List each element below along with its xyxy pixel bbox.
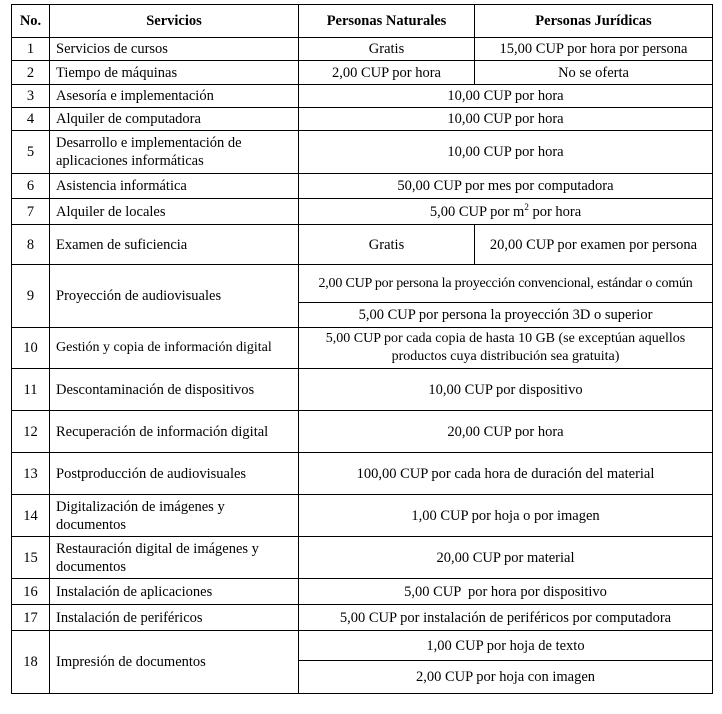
price-naturales: Gratis bbox=[299, 225, 475, 265]
price-shared: 1,00 CUP por hoja o por imagen bbox=[299, 495, 713, 537]
row-number: 15 bbox=[12, 537, 50, 579]
row-number: 17 bbox=[12, 605, 50, 631]
services-price-table bbox=[11, 4, 713, 694]
service-name: Instalación de aplicaciones bbox=[50, 579, 299, 605]
service-name: Gestión y copia de información digital bbox=[50, 328, 299, 369]
price-shared: 1,00 CUP por hoja de texto bbox=[299, 631, 713, 661]
service-name: Asesoría e implementación bbox=[50, 85, 299, 108]
service-name: Proyección de audiovisuales bbox=[50, 265, 299, 328]
row-number: 7 bbox=[12, 199, 50, 225]
service-name: Alquiler de locales bbox=[50, 199, 299, 225]
row-number: 11 bbox=[12, 369, 50, 411]
row-number: 8 bbox=[12, 225, 50, 265]
price-naturales: Gratis bbox=[299, 38, 475, 61]
service-name: Desarrollo e implementación de aplicaciones informáticas bbox=[50, 131, 299, 174]
service-name: Tiempo de máquinas bbox=[50, 61, 299, 85]
superscript-exponent: 2 bbox=[524, 201, 529, 212]
service-name: Recuperación de información digital bbox=[50, 411, 299, 453]
price-text: por hora bbox=[528, 203, 582, 220]
service-name: Digitalización de imágenes y documentos bbox=[50, 495, 299, 537]
table-row bbox=[12, 225, 713, 265]
row-number: 18 bbox=[12, 631, 50, 694]
price-shared: 10,00 CUP por dispositivo bbox=[299, 369, 713, 411]
service-name: Servicios de cursos bbox=[50, 38, 299, 61]
table-row bbox=[12, 411, 713, 453]
row-number: 10 bbox=[12, 328, 50, 369]
table-row bbox=[12, 38, 713, 61]
header-personas-naturales: Personas Naturales bbox=[299, 5, 475, 38]
table-row bbox=[12, 537, 713, 579]
price-shared: 10,00 CUP por hora bbox=[299, 108, 713, 131]
table-row bbox=[12, 61, 713, 85]
row-number: 5 bbox=[12, 131, 50, 174]
row-number: 14 bbox=[12, 495, 50, 537]
service-name: Descontaminación de dispositivos bbox=[50, 369, 299, 411]
price-shared: 2,00 CUP por persona la proyección convencional, estándar o común bbox=[299, 265, 713, 303]
table-row bbox=[12, 174, 713, 199]
service-name: Postproducción de audiovisuales bbox=[50, 453, 299, 495]
price-shared: 5,00 CUP por persona la proyección 3D o superior bbox=[299, 303, 713, 328]
table-row bbox=[12, 265, 713, 303]
price-text: 5,00 CUP por m bbox=[429, 203, 525, 220]
row-number: 3 bbox=[12, 85, 50, 108]
price-juridicas: 20,00 CUP por examen por persona bbox=[475, 225, 713, 265]
table-row bbox=[12, 108, 713, 131]
service-name: Examen de suficiencia bbox=[50, 225, 299, 265]
price-shared: 2,00 CUP por hoja con imagen bbox=[299, 661, 713, 694]
price-shared: 20,00 CUP por material bbox=[299, 537, 713, 579]
table-header-row bbox=[12, 5, 713, 38]
service-name: Instalación de periféricos bbox=[50, 605, 299, 631]
header-servicios: Servicios bbox=[50, 5, 299, 38]
price-shared: 5,00 CUP por hora por dispositivo bbox=[299, 579, 713, 605]
row-number: 9 bbox=[12, 265, 50, 328]
price-shared: 20,00 CUP por hora bbox=[299, 411, 713, 453]
table-row bbox=[12, 199, 713, 225]
price-juridicas: No se oferta bbox=[475, 61, 713, 85]
row-number: 6 bbox=[12, 174, 50, 199]
table-row bbox=[12, 131, 713, 174]
table-row bbox=[12, 579, 713, 605]
table-row bbox=[12, 328, 713, 369]
service-name: Alquiler de computadora bbox=[50, 108, 299, 131]
price-naturales: 2,00 CUP por hora bbox=[299, 61, 475, 85]
header-no: No. bbox=[12, 5, 50, 38]
row-number: 1 bbox=[12, 38, 50, 61]
service-name: Impresión de documentos bbox=[50, 631, 299, 694]
row-number: 2 bbox=[12, 61, 50, 85]
price-juridicas: 15,00 CUP por hora por persona bbox=[475, 38, 713, 61]
price-shared: 5,00 CUP por instalación de periféricos por computadora bbox=[299, 605, 713, 631]
row-number: 13 bbox=[12, 453, 50, 495]
price-shared bbox=[299, 199, 713, 225]
header-personas-juridicas: Personas Jurídicas bbox=[475, 5, 713, 38]
table-row bbox=[12, 605, 713, 631]
price-shared: 10,00 CUP por hora bbox=[299, 131, 713, 174]
row-number: 16 bbox=[12, 579, 50, 605]
table-row bbox=[12, 631, 713, 661]
row-number: 12 bbox=[12, 411, 50, 453]
price-shared: 100,00 CUP por cada hora de duración del material bbox=[299, 453, 713, 495]
table-row bbox=[12, 369, 713, 411]
table-row bbox=[12, 453, 713, 495]
price-shared: 10,00 CUP por hora bbox=[299, 85, 713, 108]
row-number: 4 bbox=[12, 108, 50, 131]
table-row bbox=[12, 85, 713, 108]
price-shared: 5,00 CUP por cada copia de hasta 10 GB (se exceptúan aquellos productos cuya distribución sea gratuita) bbox=[299, 328, 713, 369]
price-shared: 50,00 CUP por mes por computadora bbox=[299, 174, 713, 199]
table-row bbox=[12, 495, 713, 537]
service-name: Asistencia informática bbox=[50, 174, 299, 199]
service-name: Restauración digital de imágenes y documentos bbox=[50, 537, 299, 579]
